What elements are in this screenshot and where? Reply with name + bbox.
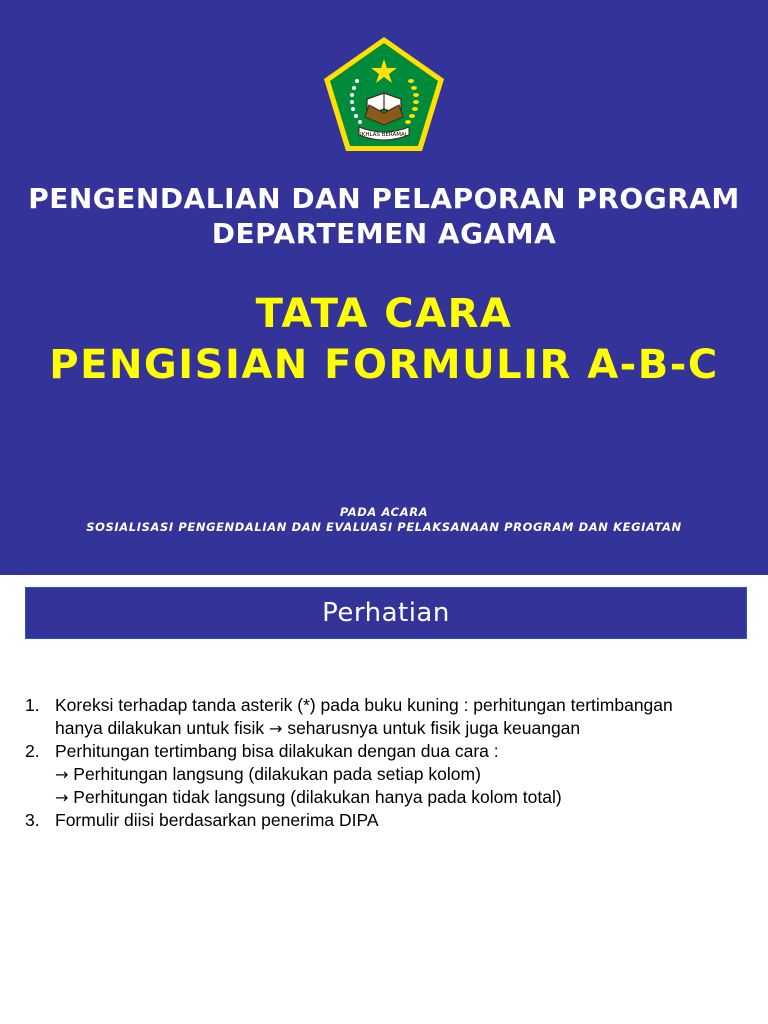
event-caption-line2: SOSIALISASI PENGENDALIAN DAN EVALUASI PELAKSANAAN PROGRAM DAN KEGIATAN bbox=[86, 520, 682, 534]
notes-list bbox=[25, 694, 745, 832]
sub-item: → Perhitungan langsung (dilakukan pada setiap kolom) bbox=[55, 764, 481, 784]
event-caption bbox=[0, 505, 768, 535]
list-item bbox=[25, 740, 745, 809]
main-title-line2: PENGISIAN FORMULIR A-B-C bbox=[49, 342, 719, 388]
list-item-number: 2. bbox=[25, 741, 40, 761]
list-item-text: Koreksi terhadap tanda asterik (*) pada buku kuning : perhitungan tertimbangan bbox=[55, 695, 673, 715]
ministry-emblem-logo bbox=[321, 35, 447, 155]
list-item-number: 3. bbox=[25, 810, 40, 830]
notes-heading-bar bbox=[25, 587, 747, 639]
list-item-text: Perhitungan tertimbang bisa dilakukan dengan dua cara : bbox=[55, 741, 499, 761]
arrow-right-icon: → bbox=[55, 788, 69, 807]
list-item-text: Formulir diisi berdasarkan penerima DIPA bbox=[55, 810, 379, 830]
svg-text:IKHLAS BERAMAL: IKHLAS BERAMAL bbox=[360, 132, 408, 138]
list-item bbox=[25, 809, 745, 832]
list-item bbox=[25, 694, 745, 740]
notes-heading: Perhatian bbox=[322, 598, 450, 628]
organization-title-line2: DEPARTEMEN AGAMA bbox=[211, 217, 557, 250]
organization-title bbox=[0, 181, 768, 251]
list-item-number: 1. bbox=[25, 695, 40, 715]
main-title bbox=[0, 289, 768, 391]
main-title-line1: TATA CARA bbox=[255, 291, 513, 337]
arrow-right-icon: → bbox=[269, 719, 283, 738]
event-caption-line1: PADA ACARA bbox=[339, 505, 429, 519]
list-item-text-line2: hanya dilakukan untuk fisik → seharusnya untuk fisik juga keuangan bbox=[55, 718, 581, 738]
organization-title-line1: PENGENDALIAN DAN PELAPORAN PROGRAM bbox=[28, 182, 740, 215]
sub-item: → Perhitungan tidak langsung (dilakukan hanya pada kolom total) bbox=[55, 787, 562, 807]
arrow-right-icon: → bbox=[55, 765, 69, 784]
